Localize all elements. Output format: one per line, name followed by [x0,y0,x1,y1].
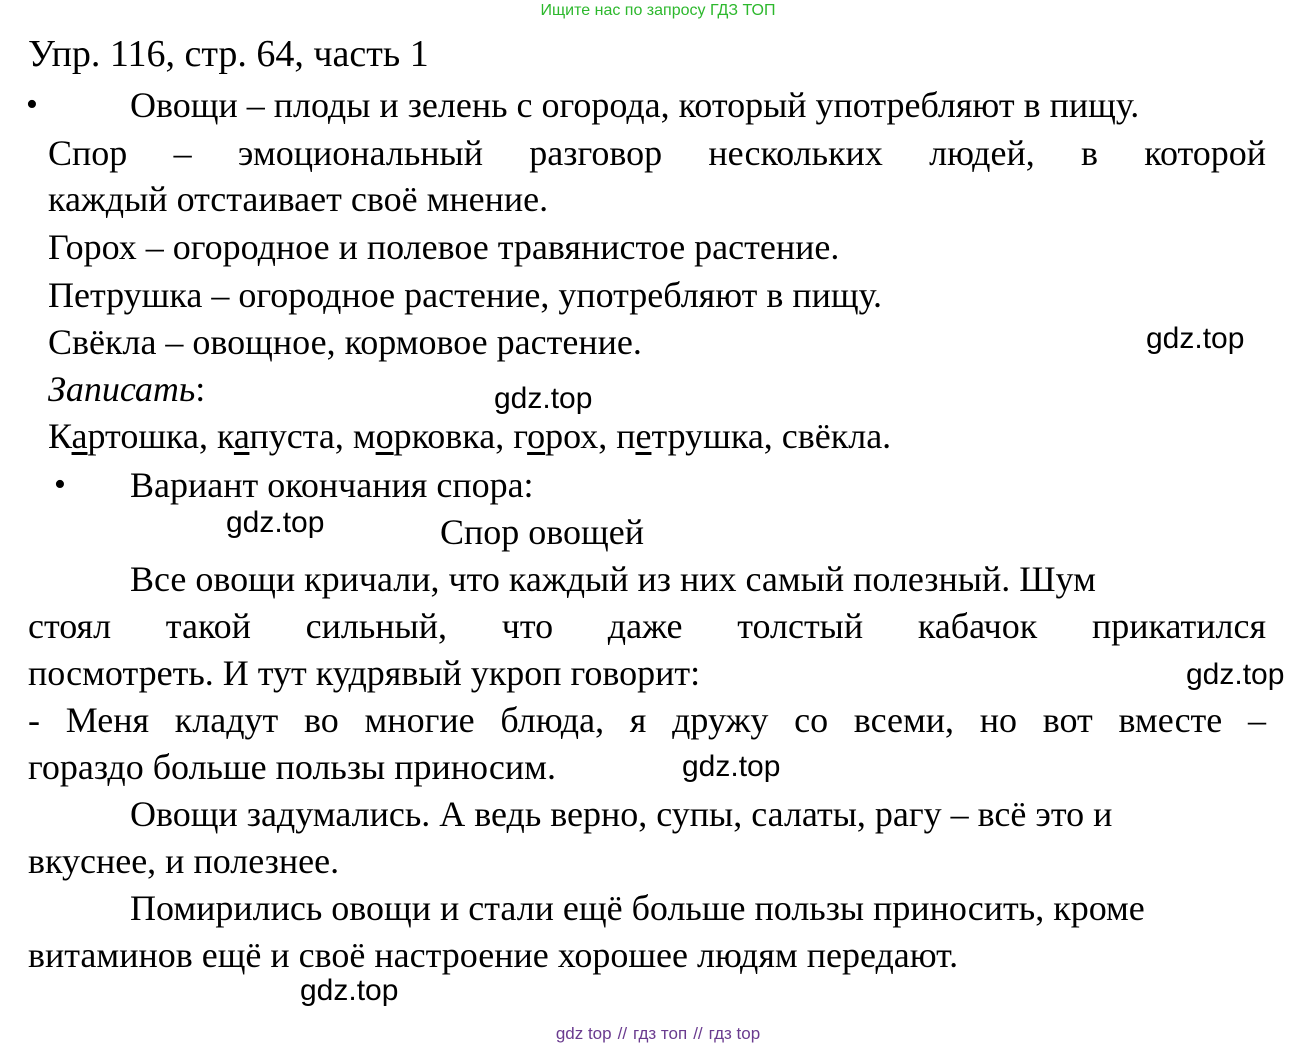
footer-separator: // [617,1024,628,1043]
story-title: Спор овощей [440,512,644,552]
write-label-colon: : [195,369,206,409]
bullet-icon: • [54,466,66,503]
footer-separator: // [693,1024,703,1043]
word-item: капуста, [216,416,353,456]
definition-dispute-line2: каждый отстаивает своё мнение. [48,179,549,219]
write-label [48,366,205,412]
definition-parsley: Петрушка – огородное растение, употребляют в пищу. [48,275,883,315]
watermark: gdz.top [494,382,593,415]
stressed-letter: о [527,416,546,456]
stressed-letter: а [233,416,250,456]
exercise-heading: Упр. 116, стр. 64, часть 1 [28,33,429,75]
word-item: горох, [513,416,617,456]
story-p1-line1: Все овощи кричали, что каждый из них самый полезный. Шум [130,559,1096,599]
word-item: Картошка, [48,416,217,456]
definition-dispute-line1: Спор – эмоциональный разговор нескольких людей, в которой [48,133,1266,173]
variant-label: Вариант окончания спора: [130,465,534,505]
stressed-letter: о [375,416,394,456]
watermark: gdz.top [300,974,399,1007]
story-p4-line1: Помирились овощи и стали ещё больше пользы приносить, кроме [130,888,1145,928]
stressed-letter: а [71,416,88,456]
write-label-text: Записать [48,369,196,409]
watermark: gdz.top [1186,658,1285,691]
word-item: морковка, [352,416,514,456]
word-item: петрушка, свёкла. [616,416,892,456]
story-p3-line2: вкуснее, и полезнее. [28,841,340,881]
footer-link[interactable]: гдз top [708,1024,761,1043]
story-p1-line3: посмотреть. И тут кудрявый укроп говорит: [28,653,701,693]
watermark: gdz.top [1146,322,1245,355]
word-list [48,413,891,459]
top-banner: Ищите нас по запросу ГДЗ ТОП [540,2,776,19]
definition-peas: Горох – огородное и полевое травянистое растение. [48,227,840,267]
story-p2-line1: - Меня кладут во многие блюда, я дружу со всеми, но вот вместе – [28,700,1266,740]
definition-vegetables: Овощи – плоды и зелень с огорода, который употребляют в пищу. [130,85,1140,125]
footer-link[interactable]: gdz top [555,1024,612,1043]
watermark: gdz.top [682,750,781,783]
story-p3-line1: Овощи задумались. А ведь верно, супы, салаты, рагу – всё это и [130,794,1113,834]
story-p2-line2: гораздо больше пользы приносим. [28,747,556,787]
stressed-letter: е [635,416,652,456]
definition-beet: Свёкла – овощное, кормовое растение. [48,322,642,362]
footer-links [0,1024,1316,1044]
bullet-icon: • [26,86,38,123]
watermark: gdz.top [226,506,325,539]
story-p1-line2: стоял такой сильный, что даже толстый кабачок прикатился [28,606,1266,646]
story-p4-line2: витаминов ещё и своё настроение хорошее людям передают. [28,935,959,975]
footer-link[interactable]: гдз топ [633,1024,688,1043]
